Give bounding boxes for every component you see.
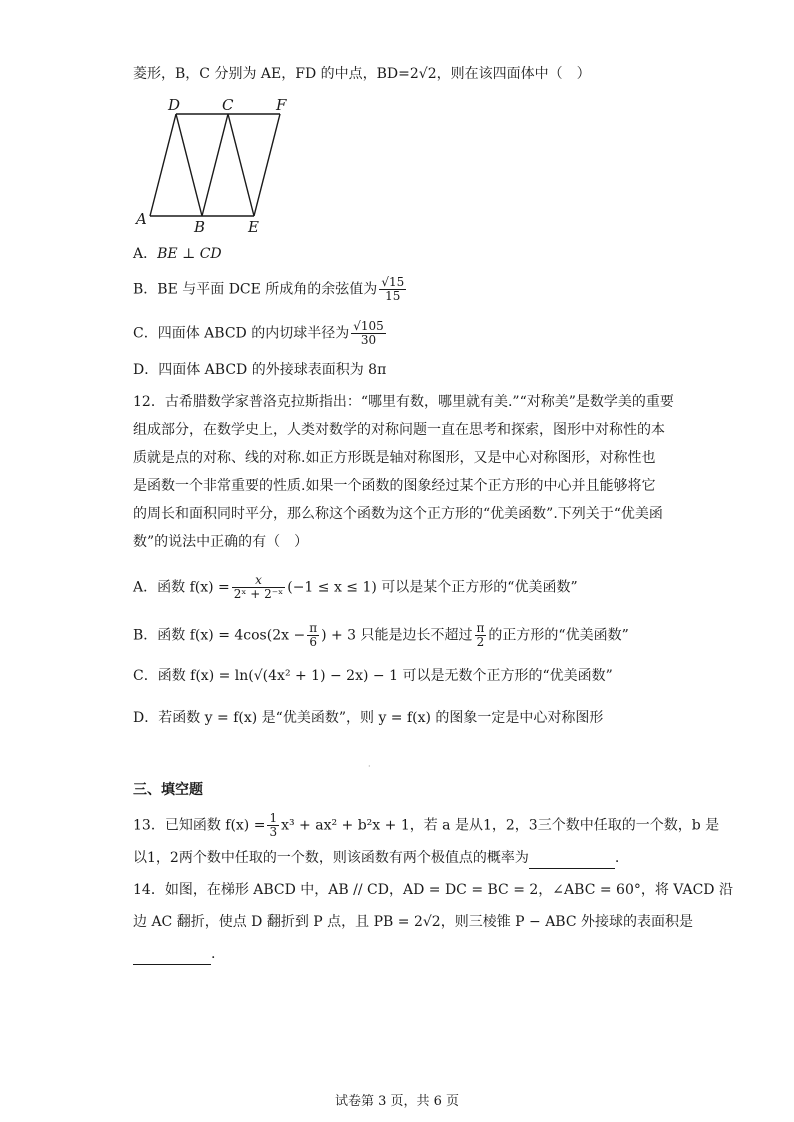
label-E: E — [248, 218, 259, 236]
q14-line-2: 边 AC 翻折，使点 D 翻折到 P 点，且 PB = 2√2，则三棱锥 P − ABC 外接球的表面积是 — [133, 914, 694, 930]
q12-line-2: 组成部分，在数学史上，人类对数学的对称问题一直在思考和探索，图形中对称性的本 — [133, 422, 665, 438]
edge-DB — [176, 114, 202, 216]
q14-line-3: . — [133, 944, 215, 965]
label-A: A — [136, 210, 147, 228]
q12-option-c: C．函数 f(x) = ln(√(4x² + 1) − 2x) − 1 可以是无数个正方形的“优美函数” — [133, 668, 613, 684]
fraction: $\frac{\pi}{6}$ — [309, 621, 318, 649]
fraction: $\frac{√105}{30}$ — [353, 319, 384, 347]
q12-line-1: 12．古希腊数学家普洛克拉斯指出：“哪里有数，哪里就有美.”“对称美”是数学美的重要 — [133, 394, 674, 410]
label-F: F — [276, 96, 287, 114]
label-B: B — [194, 218, 206, 236]
label-C: C — [222, 96, 234, 114]
q12-line-3: 质就是点的对称、线的对称.如正方形既是轴对称图形，又是中心对称图形，对称性也 — [133, 450, 656, 466]
page-footer: 试卷第 3 页，共 6 页 — [334, 1094, 460, 1109]
q13-line-2: 以1，2两个数中任取的一个数，则该函数有两个极值点的概率为 . — [133, 848, 619, 869]
fraction: $\frac{√15}{15}$ — [381, 275, 405, 303]
edge-EF — [254, 114, 280, 216]
answer-blank[interactable] — [529, 848, 615, 869]
edge-BC — [202, 114, 228, 216]
q12-option-d: D．若函数 y = f(x) 是“优美函数”，则 y = f(x) 的图象一定是中心对称图形 — [133, 710, 604, 726]
label-D: D — [168, 96, 181, 114]
q11-option-c: C．四面体 ABCD 的内切球半径为 $\frac{√105}{30}$ — [133, 319, 384, 347]
q11-option-b: B．BE 与平面 DCE 所成角的余弦值为 $\frac{√15}{15}$ — [133, 275, 405, 303]
q12-line-6: 数”的说法中正确的有（ ） — [133, 534, 309, 550]
q11-option-a: A．BE ⊥ CD — [133, 246, 222, 262]
q13-line-1: 13．已知函数 f(x) = $\frac{1}{3}$ x³ + ax² + b²x + 1，若 a 是从1，2，3三个数中任取的一个数，b 是 — [133, 811, 720, 839]
q11-stem: 菱形，B，C 分别为 AE，FD 的中点，BD=2√2，则在该四面体中（ ） — [133, 66, 591, 82]
fraction: $\frac{\pi}{2}$ — [476, 621, 485, 649]
q12-line-5: 的周长和面积同时平分，那么称这个函数为这个正方形的“优美函数”.下列关于“优美函 — [133, 506, 663, 522]
q12-line-4: 是函数一个非常重要的性质.如果一个函数的图象经过某个正方形的中心并且能够将它 — [133, 478, 656, 494]
q11-option-d: D．四面体 ABCD 的外接球表面积为 8π — [133, 362, 387, 378]
fraction: $\frac{1}{3}$ — [269, 811, 278, 839]
parallelogram-figure — [130, 96, 300, 236]
stray-dot: · — [368, 762, 371, 771]
fraction: $\frac{x}{\text{2ˣ + 2⁻ˣ}}$ — [233, 573, 284, 601]
edge-AD — [150, 114, 176, 216]
q14-line-1: 14．如图，在梯形 ABCD 中，AB // CD，AD = DC = BC = 2，∠ABC = 60°，将 VACD 沿 — [133, 882, 733, 898]
q12-option-b: B．函数 f(x) = 4cos(2x − $\frac{\pi}{6}$ ) + 3 只能是边长不超过 $\frac{\pi}{2}$ 的正方形的“优美函数” — [133, 621, 629, 649]
section-title: 三、填空题 — [133, 782, 203, 798]
edge-CE — [228, 114, 254, 216]
q12-option-a: A．函数 f(x) = $\frac{x}{\text{2ˣ + 2⁻ˣ}}$ (−1 ≤ x ≤ 1) 可以是某个正方形的“优美函数” — [133, 573, 578, 601]
answer-blank[interactable] — [133, 944, 211, 965]
